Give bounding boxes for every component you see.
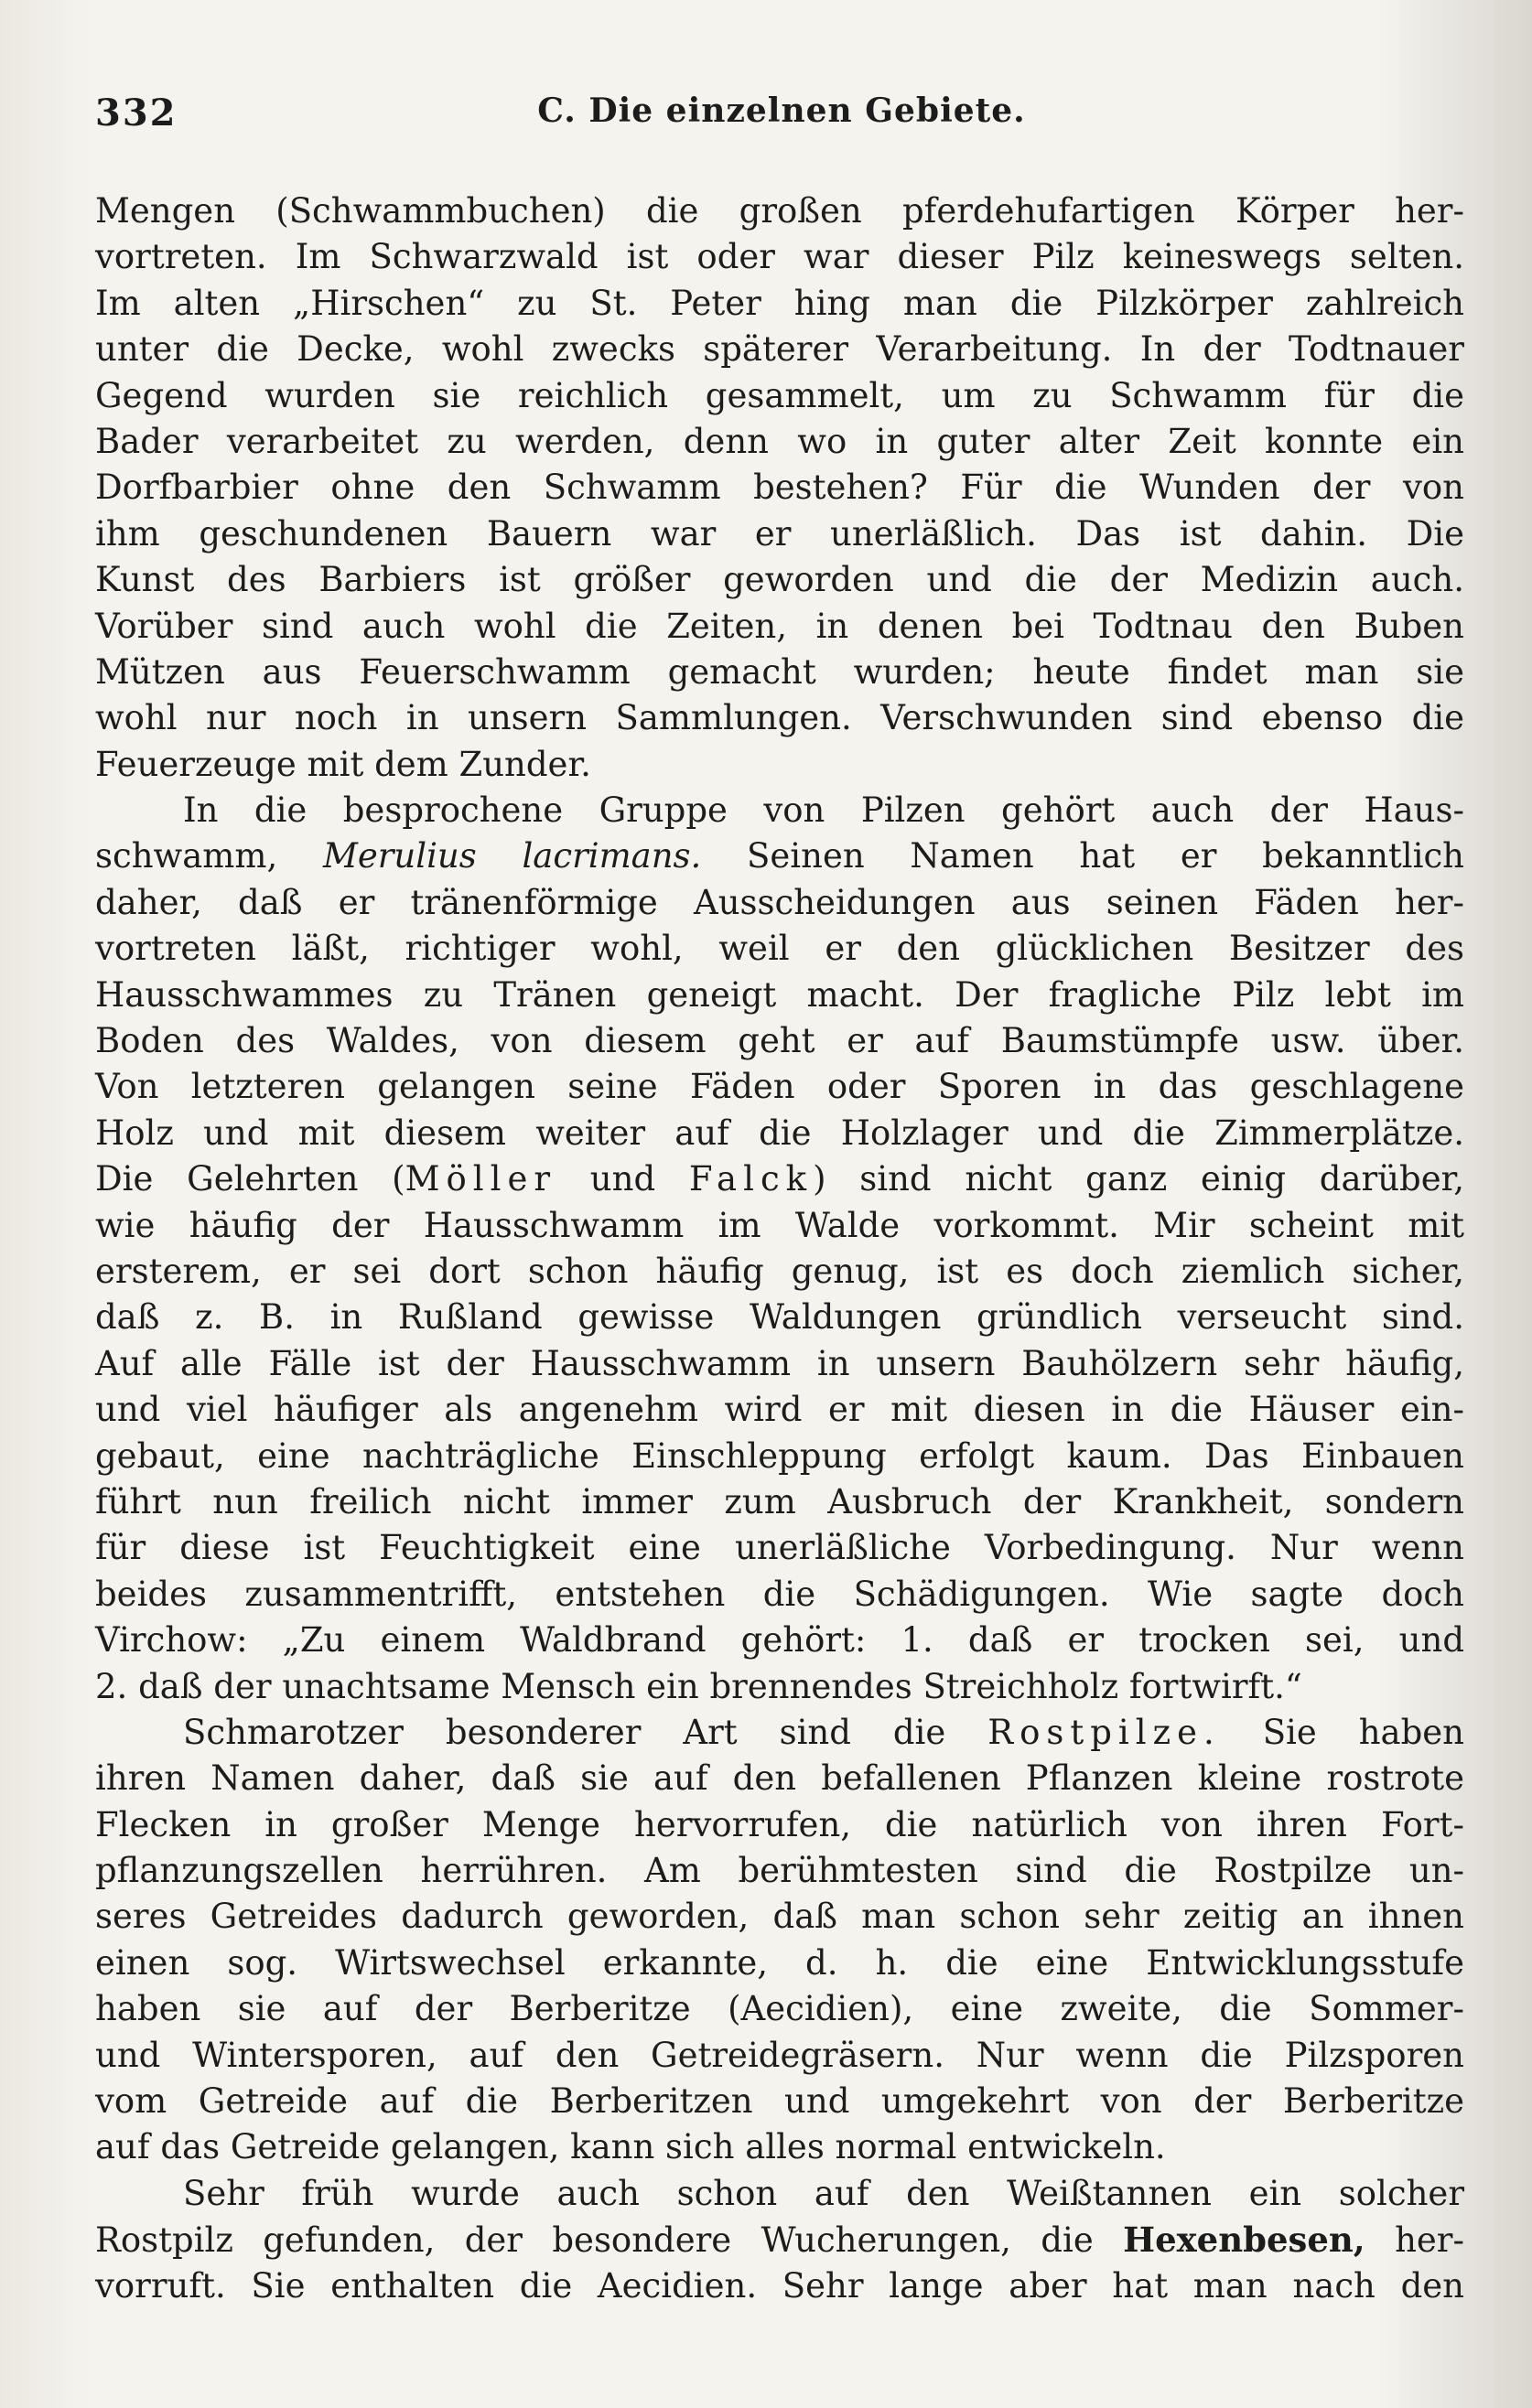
text-line: Mützen aus Feuerschwamm gemacht wurden; heute findet man sie (95, 651, 1464, 692)
text-fragment: Sie haben (1262, 1712, 1465, 1752)
text-line: 2. daß der unachtsame Mensch ein brennendes Streichholz fortwirft.“ (95, 1666, 1302, 1706)
text-line: wie häufig der Hausschwamm im Walde vorkommt. Mir scheint mit (95, 1205, 1464, 1245)
text-line: seres Getreides dadurch geworden, daß man schon sehr zeitig an ihnen (95, 1897, 1464, 1937)
text-fragment: ) sind nicht ganz einig darüber, (813, 1159, 1465, 1199)
text-line: auf das Getreide gelangen, kann sich alles normal entwickeln. (95, 2127, 1166, 2167)
text-line: Hausschwammes zu Tränen geneigt macht. Der fragliche Pilz lebt im (95, 974, 1464, 1015)
text-line: beides zusammentrifft, entstehen die Schädigungen. Wie sagte doch (95, 1574, 1464, 1614)
text-fragment: her- (1395, 2220, 1464, 2261)
page-number: 332 (95, 91, 178, 134)
text-fragment: und (589, 1159, 656, 1199)
text-line: Sehr früh wurde auch schon auf den Weißtannen ein solcher (183, 2173, 1464, 2213)
text-line (95, 1710, 1464, 1756)
text-line: Auf alle Fälle ist der Hausschwamm in unsern Bauhölzern sehr häufig, (95, 1343, 1464, 1383)
text-line: Gegend wurden sie reichlich gesammelt, um zu Schwamm für die (95, 375, 1464, 415)
text-line: Feuerzeuge mit dem Zunder. (95, 744, 591, 784)
author-name: Möller (405, 1159, 557, 1199)
text-line: gebaut, eine nachträgliche Einschleppung erfolgt kaum. Das Einbauen (95, 1435, 1464, 1476)
page-header (95, 91, 1468, 146)
species-name: Merulius lacrimans. (322, 836, 702, 876)
text-line (95, 2217, 1464, 2263)
text-line: Dorfbarbier ohne den Schwamm bestehen? Für die Wunden der von (95, 468, 1464, 508)
text-line (95, 1156, 1464, 1202)
text-line: vortreten. Im Schwarzwald ist oder war dieser Pilz keineswegs selten. (95, 237, 1464, 277)
text-fragment: Seinen Namen hat er bekanntlich (747, 836, 1464, 876)
text-line: Vorüber sind auch wohl die Zeiten, in denen bei Todtnau den Buben (95, 606, 1464, 646)
text-line: für diese ist Feuchtigkeit eine unerläßliche Vorbedingung. Nur wenn (95, 1528, 1464, 1568)
text-line: Bader verarbeitet zu werden, denn wo in guter alter Zeit konnte ein (95, 421, 1464, 461)
text-fragment: Schmarotzer besonderer Art sind die (183, 1712, 946, 1752)
text-fragment: Rostpilz gefunden, der besondere Wucherungen, die (95, 2220, 1094, 2261)
text-line: vorruft. Sie enthalten die Aecidien. Sehr lange aber hat man nach den (95, 2265, 1464, 2306)
body-text (95, 188, 1464, 2309)
text-line: In die besprochene Gruppe von Pilzen gehört auch der Haus- (183, 790, 1464, 831)
text-line: unter die Decke, wohl zwecks späterer Verarbeitung. In der Todtnauer (95, 329, 1464, 370)
text-line: daß z. B. in Rußland gewisse Waldungen gründlich verseucht sind. (95, 1297, 1464, 1338)
text-line: und viel häufiger als angenehm wird er mit diesen in die Häuser ein- (95, 1390, 1464, 1430)
running-title: C. Die einzelnen Gebiete. (537, 91, 1026, 130)
text-line: und Wintersporen, auf den Getreidegräsern. Nur wenn die Pilzsporen (95, 2035, 1464, 2075)
term-hexenbesen: Hexenbesen, (1123, 2220, 1365, 2261)
text-line: ihm geschundenen Bauern war er unerläßlich. Das ist dahin. Die (95, 513, 1464, 554)
text-line: Im alten „Hirschen“ zu St. Peter hing man die Pilzkörper zahlreich (95, 283, 1464, 323)
text-line: Holz und mit diesem weiter auf die Holzlager und die Zimmerplätze. (95, 1113, 1464, 1153)
text-line: führt nun freilich nicht immer zum Ausbruch der Krankheit, sondern (95, 1481, 1464, 1521)
text-line: Virchow: „Zu einem Waldbrand gehört: 1. daß er trocken sei, und (95, 1620, 1464, 1661)
text-line: vom Getreide auf die Berberitzen und umgekehrt von der Berberitze (95, 2081, 1464, 2122)
text-fragment: Die Gelehrten ( (95, 1159, 405, 1199)
text-line: vortreten läßt, richtiger wohl, weil er den glücklichen Besitzer des (95, 929, 1464, 969)
text-fragment: schwamm, (95, 836, 278, 876)
text-line: daher, daß er tränenförmige Ausscheidungen aus seinen Fäden her- (95, 882, 1464, 922)
text-line: pflanzungszellen herrühren. Am berühmtesten sind die Rostpilze un- (95, 1851, 1464, 1891)
text-line: Kunst des Barbiers ist größer geworden und die der Medizin auch. (95, 560, 1464, 600)
author-name: Falck (688, 1159, 814, 1199)
text-line: wohl nur noch in unsern Sammlungen. Verschwunden sind ebenso die (95, 698, 1464, 738)
text-line: Mengen (Schwammbuchen) die großen pferdehufartigen Körper her- (95, 191, 1464, 231)
text-line: Boden des Waldes, von diesem geht er auf Baumstümpfe usw. über. (95, 1021, 1464, 1061)
text-line: Von letzteren gelangen seine Fäden oder Sporen in das geschlagene (95, 1067, 1464, 1107)
term-rostpilze: Rostpilze. (987, 1712, 1221, 1752)
text-line: haben sie auf der Berberitze (Aecidien), eine zweite, die Sommer- (95, 1989, 1464, 2029)
text-line: Flecken in großer Menge hervorrufen, die natürlich von ihren Fort- (95, 1804, 1464, 1844)
text-line (95, 833, 1464, 879)
text-line: einen sog. Wirtswechsel erkannte, d. h. die eine Entwicklungsstufe (95, 1942, 1464, 1983)
text-line: ihren Namen daher, daß sie auf den befallenen Pflanzen kleine rostrote (95, 1758, 1464, 1799)
text-line: ersterem, er sei dort schon häufig genug, ist es doch ziemlich sicher, (95, 1251, 1464, 1291)
